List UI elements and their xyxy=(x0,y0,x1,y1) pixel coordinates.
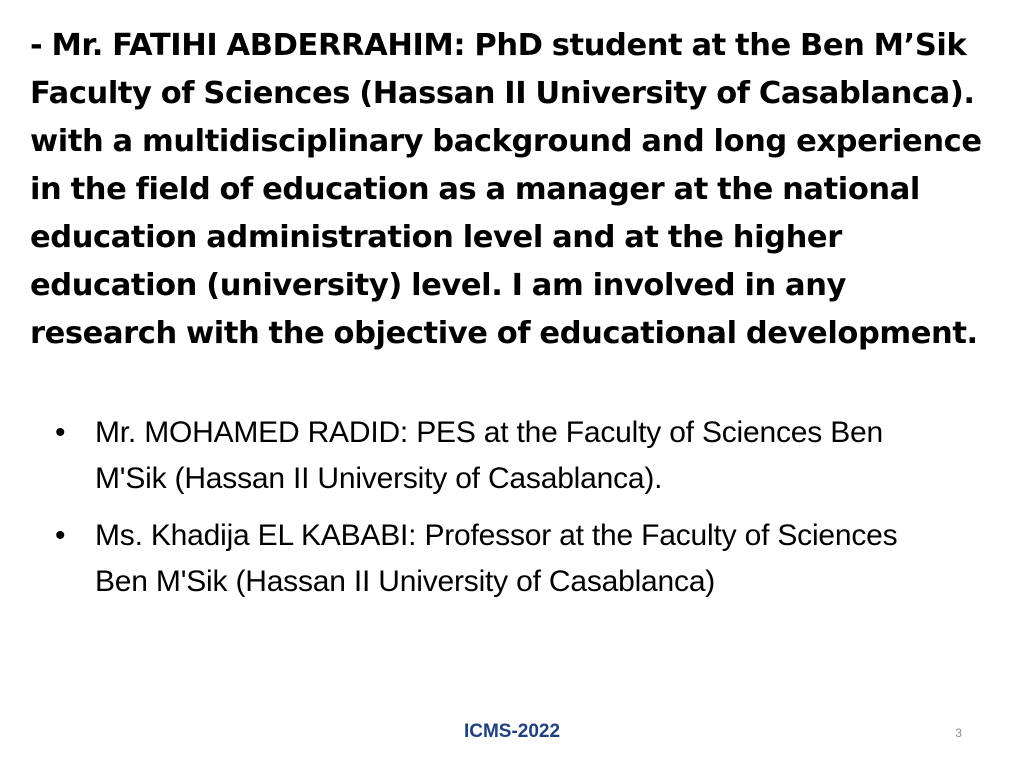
bullet-item xyxy=(55,513,955,605)
page-number: 3 xyxy=(955,726,962,740)
bullet-dot-icon: • xyxy=(55,416,66,449)
footer-conference-label: ICMS-2022 xyxy=(463,721,561,742)
bullet-text: Mr. MOHAMED RADID: PES at the Faculty of Sciences Ben M'Sik (Hassan II University of Casablanca). xyxy=(95,416,883,495)
bullet-text: Ms. Khadija EL KABABI: Professor at the Faculty of Sciences Ben M'Sik (Hassan II University of Casablanca) xyxy=(95,519,898,598)
bullet-list xyxy=(55,410,955,616)
bullet-item xyxy=(55,410,955,502)
bullet-dot-icon: • xyxy=(55,519,66,552)
intro-paragraph: - Mr. FATIHI ABDERRAHIM: PhD student at the Ben M’Sik Faculty of Sciences (Hassan II University of Casablanca). with a multidisciplinary background and long experience in the field of education as a manager at the national education administration level and at the higher education (university) level. I am involved in any research with the objective of educational development. xyxy=(30,28,982,351)
